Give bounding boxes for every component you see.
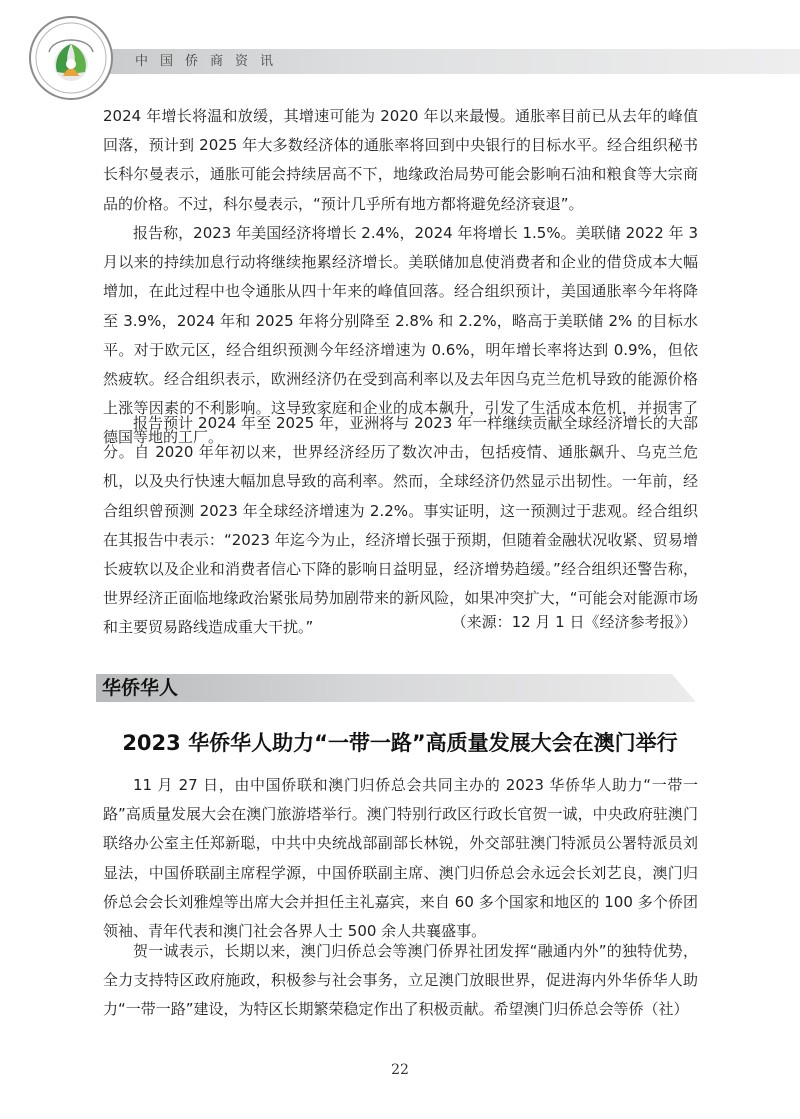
article1-paragraph-3: 报告预计 2024 年至 2025 年，亚洲将与 2023 年一样继续贡献全球经济增长的大部分。自 2020 年年初以来，世界经济经历了数次冲击，包括疫情、通胀飙升、乌克兰危机，以及央行快速大幅加息导致的高利率。然而，全球经济仍然显示出韧性。一年前，经合组织曾预测 2023 年全球经济增速为 2.2%。事实证明，这一预测过于悲观。经合组织在其报告中表示：“2023 年迄今为止，经济增长强于预期，但随着金融状况收紧、贸易增长疲软以及企业和消费者信心下降的影响日益明显，经济增势趋缓。”经合组织还警告称，世界经济正面临地缘政治紧张局势加剧带来的新风险，如果冲突扩大，“可能会对能源市场和主要贸易路线造成重大干扰。” xyxy=(103,414,698,637)
page-header xyxy=(0,0,800,100)
section-title: 华侨华人 xyxy=(102,677,179,699)
federation-logo xyxy=(27,14,115,102)
article2-paragraph-2: 贺一诚表示，长期以来，澳门归侨总会等澳门侨界社团发挥“融通内外”的独特优势，全力支持特区政府施政，积极参与社会事务，立足澳门放眼世界，促进海内外华侨华人助力“一带一路”建设，为特区长期繁荣稳定作出了积极贡献。希望澳门归侨总会等侨（社） xyxy=(103,942,698,1019)
article1-paragraph-2: 报告称，2023 年美国经济将增长 2.4%，2024 年将增长 1.5%。美联储 2022 年 3 月以来的持续加息行动将继续拖累经济增长。美联储加息使消费者和企业的借贷成本大幅增加，在此过程中也令通胀从四十年来的峰值回落。经合组织预计，美国通胀率今年将降至 3.9%，2024 年和 2025 年将分别降至 2.8% 和 2.2%，略高于美联储 2% 的目标水平。对于欧元区，经合组织预测今年经济增速为 0.6%，明年增长率将达到 0.9%，但依然疲软。经合组织表示，欧洲经济仍在受到高利率以及去年因乌克兰危机导致的能源价格上涨等因素的不利影响。这导致家庭和企业的成本飙升，引发了生活成本危机，并损害了德国等地的工厂。 xyxy=(103,224,698,447)
page-number: 22 xyxy=(391,1062,409,1078)
article1-source: （来源：12 月 1 日《经济参考报》） xyxy=(451,613,697,631)
article2-paragraph-1: 11 月 27 日，由中国侨联和澳门归侨总会共同主办的 2023 华侨华人助力“一带一路”高质量发展大会在澳门旅游塔举行。澳门特别行政区行政长官贺一诚，中央政府驻澳门联络办公室主任郑新聪，中共中央统战部副部长林锐，外交部驻澳门特派员公署特派员刘显法，中国侨联副主席程学源，中国侨联副主席、澳门归侨总会永远会长刘艺良，澳门归侨总会会长刘雅煌等出席大会并担任主礼嘉宾，来自 60 多个国家和地区的 100 多个侨团领袖、青年代表和澳门社会各界人士 500 余人共襄盛事。 xyxy=(103,776,698,941)
article2-title: 2023 华侨华人助力“一带一路”高质量发展大会在澳门举行 xyxy=(122,731,678,755)
header-title: 中国侨商资讯 xyxy=(135,54,286,69)
article1-paragraph-1: 2024 年增长将温和放缓，其增速可能为 2020 年以来最慢。通胀率目前已从去年的峰值回落，预计到 2025 年大多数经济体的通胀率将回到中央银行的目标水平。经合组织秘书长科尔曼表示，通胀可能会持续居高不下，地缘政治局势可能会影响石油和粮食等大宗商品的价格。不过，科尔曼表示，“预计几乎所有地方都将避免经济衰退”。 xyxy=(103,107,698,213)
section-bar xyxy=(96,674,696,702)
